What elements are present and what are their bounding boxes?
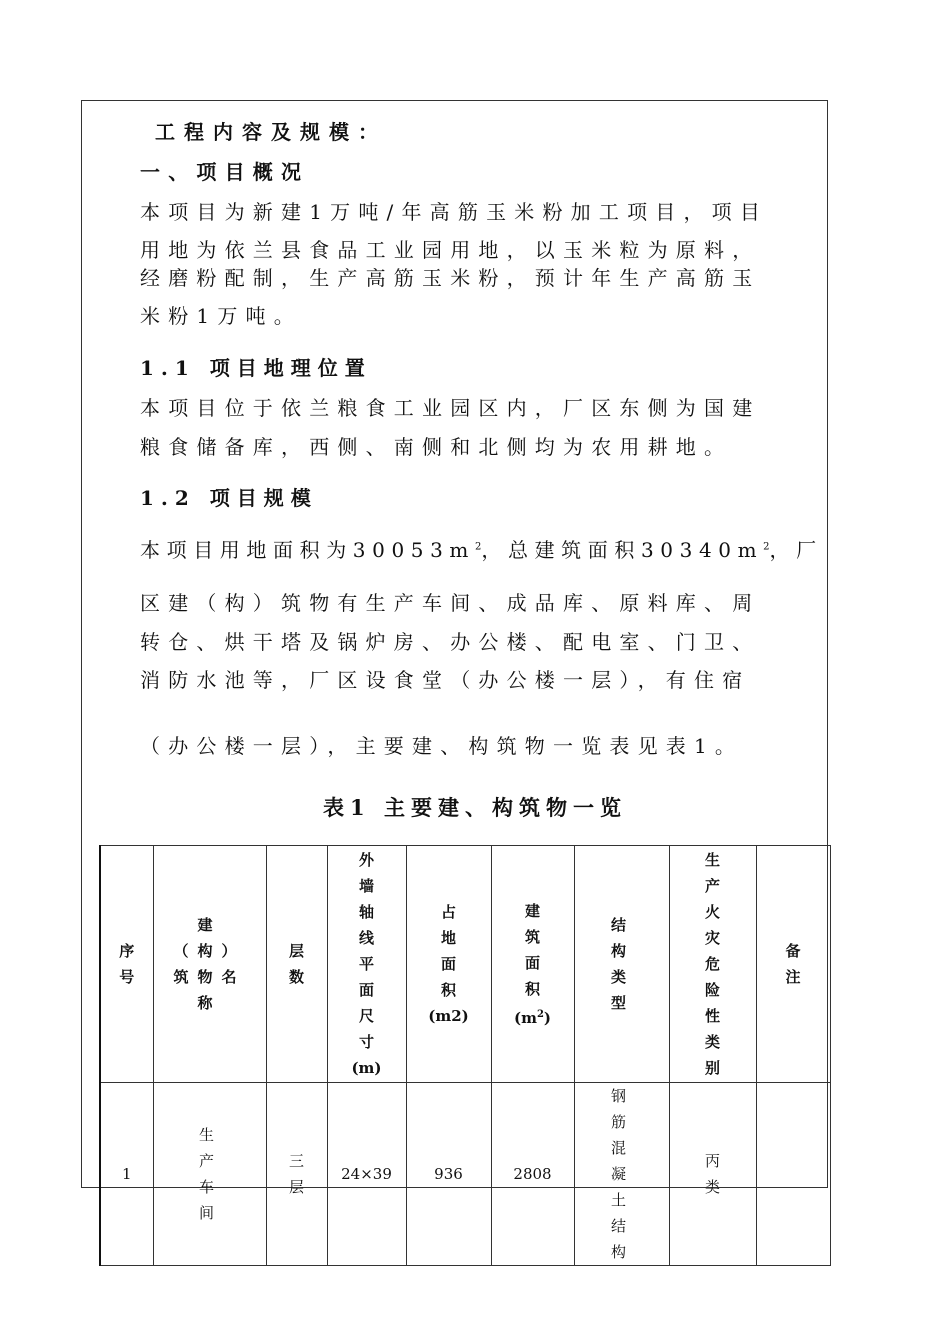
header-name: 建（构）筑物名称: [153, 846, 266, 1083]
sup-2b: 2: [763, 541, 770, 553]
sup-2a: 2: [475, 541, 482, 553]
section-title: 工程内容及规模：: [155, 120, 387, 144]
cell-build-area: 2808: [491, 1083, 574, 1266]
header-size: 外墙轴线平面尺寸 (m): [327, 846, 406, 1083]
location-line-1: 本项目位于依兰粮食工业园区内，厂区东侧为国建: [140, 396, 761, 420]
scale-line-5: （办公楼一层），主要建、构筑物一览表见表1。: [140, 734, 744, 758]
table-row: [100, 1083, 830, 1266]
header-note: 备注: [756, 846, 830, 1083]
cell-floors: 三层: [266, 1083, 327, 1266]
cell-land-area: 936: [406, 1083, 491, 1266]
header-build-area: 建筑面积 $(m^2)$: [491, 846, 574, 1083]
buildings-table: [99, 845, 831, 1266]
table-header-row: [100, 846, 830, 1083]
cell-fire-class: 丙类: [669, 1083, 756, 1266]
overview-line-2: 用地为依兰县食品工业园用地，以玉米粒为原料，: [140, 238, 761, 262]
scale-line-1: [140, 534, 823, 563]
cell-structure: 钢筋混凝土结构: [574, 1083, 669, 1266]
heading-project-overview: 一、项目概况: [140, 160, 310, 184]
scale-text-a: 本项目用地面积为30053m: [140, 538, 475, 562]
scale-text-b: ，总建筑面积30340m: [481, 538, 764, 562]
header-floors: 层数: [266, 846, 327, 1083]
heading-scale: 1.2 项目规模: [140, 486, 318, 510]
overview-line-3: 经磨粉配制，生产高筋玉米粉，预计年生产高筋玉: [140, 266, 761, 290]
header-seq: 序号: [100, 846, 153, 1083]
overview-line-1: 本项目为新建1万吨/年高筋玉米粉加工项目，项目: [140, 200, 769, 224]
cell-size: 24×39: [327, 1083, 406, 1266]
header-land-area: 占地面积 (m2): [406, 846, 491, 1083]
overview-line-4: 米粉1万吨。: [140, 304, 302, 328]
header-fire-class: 生产火灾危险性类别: [669, 846, 756, 1083]
location-line-2: 粮食储备库，西侧、南侧和北侧均为农用耕地。: [140, 435, 733, 459]
header-structure: 结构类型: [574, 846, 669, 1083]
cell-note: [756, 1083, 830, 1266]
scale-text-c: ，厂: [769, 538, 823, 562]
heading-location: 1.1 项目地理位置: [140, 356, 372, 380]
scale-line-2: 区建（构）筑物有生产车间、成品库、原料库、周: [140, 591, 761, 615]
cell-seq: 1: [100, 1083, 153, 1266]
scale-line-3: 转仓、烘干塔及锅炉房、办公楼、配电室、门卫、: [140, 630, 761, 654]
scale-line-4: 消防水池等，厂区设食堂（办公楼一层），有住宿: [140, 668, 751, 692]
table-caption: 表1 主要建、构筑物一览: [323, 795, 627, 820]
cell-name: 生产车间: [153, 1083, 266, 1266]
